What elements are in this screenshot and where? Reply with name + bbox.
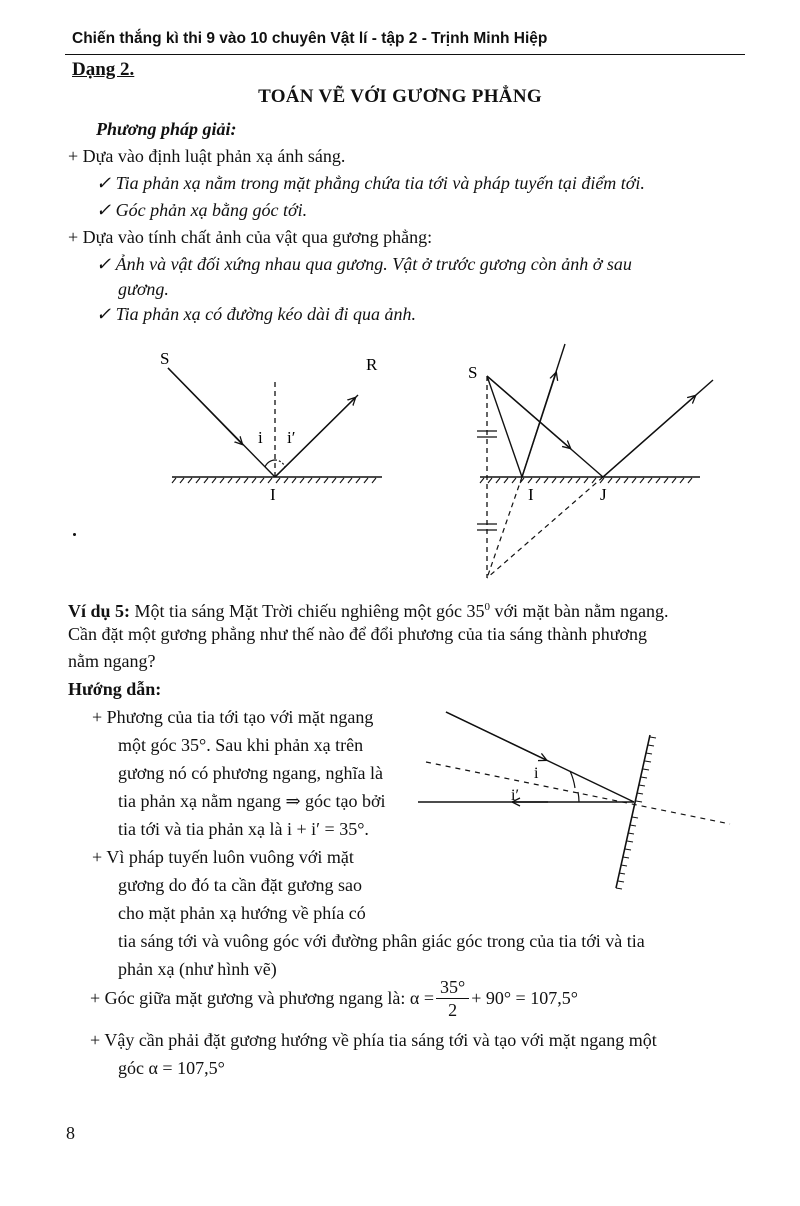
fraction-numerator: 35° (436, 976, 469, 999)
label-J: J (600, 485, 607, 504)
method-heading: Phương pháp giải: (96, 119, 237, 139)
guide-b3 (90, 968, 578, 1028)
guide-b4-l1: + Vậy cần phải đặt gương hướng về phía tia sáng tới và tạo với mặt ngang một (90, 1030, 657, 1050)
reflection-law-figure (150, 340, 400, 510)
page-number: 8 (66, 1123, 75, 1143)
guide-b3-pre: + Góc giữa mặt gương và phương ngang là: α = (90, 987, 434, 1008)
fraction-denominator: 2 (448, 999, 458, 1020)
method-point-1a: ✓ Tia phản xạ nằm trong mặt phẳng chứa tia tới và pháp tuyến tại điểm tới. (96, 173, 645, 193)
guide-b3-post: + 90° = 107,5° (471, 987, 578, 1008)
method-point-1: + Dựa vào định luật phản xạ ánh sáng. (68, 146, 346, 166)
angle-i2-arc (275, 460, 285, 467)
guide-b2-l5: phản xạ (như hình vẽ) (118, 959, 277, 979)
stray-dot (73, 533, 76, 536)
section-label: Dạng 2. (72, 59, 135, 80)
guide-b1-l4: tia phản xạ nằm ngang ⇒ góc tạo bởi (118, 791, 386, 811)
guide-b1-l5: tia tới và tia phản xạ là i + i′ = 35°. (118, 819, 369, 839)
label-I: I (528, 485, 534, 504)
method-point-2b: ✓ Tia phản xạ có đường kéo dài đi qua ảnh. (96, 304, 416, 324)
mirror-hatching (172, 478, 376, 483)
example-text-2: với mặt bàn nằm ngang. (494, 601, 669, 621)
label-I: I (270, 485, 276, 504)
guide-b1-l2: một góc 35°. Sau khi phản xạ trên (118, 735, 364, 755)
example-line-2: Cần đặt một gương phẳng như thế nào để đổi phương của tia sáng thành phương (68, 624, 647, 644)
mirror-hatching (616, 737, 656, 889)
guide-b2-l4: tia sáng tới và vuông góc với đường phân giác góc trong của tia tới và tia (118, 931, 645, 951)
mirror-tilt-figure (418, 700, 748, 900)
label-R: R (366, 355, 378, 374)
guide-b2-l2: gương do đó ta cần đặt gương sao (118, 875, 363, 895)
example-line-3: nằm ngang? (68, 651, 156, 671)
running-header: Chiến thắng kì thi 9 vào 10 chuyên Vật lí - tập 2 - Trịnh Minh Hiệp (72, 30, 548, 47)
extension-J (487, 477, 603, 578)
label-i-prime: i′ (511, 787, 519, 804)
image-construction-figure (460, 340, 720, 590)
mirror-hatching (480, 478, 692, 483)
degree-sup: 0 (484, 601, 491, 613)
guide-b2-l3: cho mặt phản xạ hướng về phía có (118, 903, 366, 923)
guide-b2-l1: + Vì pháp tuyến luôn vuông với mặt (92, 847, 354, 867)
method-point-2a: ✓ Ảnh và vật đối xứng nhau qua gương. Vật ở trước gương còn ảnh ở sau (96, 254, 632, 274)
label-i-prime: i′ (287, 428, 296, 447)
method-point-2: + Dựa vào tính chất ảnh của vật qua gương phẳng: (68, 227, 433, 247)
angle-i2-arc (578, 792, 579, 802)
angle-i-arc (265, 460, 275, 467)
label-i: i (258, 428, 263, 447)
label-S: S (160, 349, 170, 368)
example-label: Ví dụ 5: (68, 601, 131, 621)
guide-heading: Hướng dẫn: (68, 679, 162, 699)
guide-b1-l1: + Phương của tia tới tạo với mặt ngang (92, 707, 374, 727)
fraction (436, 976, 469, 1021)
page-title: TOÁN VẼ VỚI GƯƠNG PHẲNG (258, 86, 542, 107)
method-point-2a-cont: gương. (118, 279, 169, 299)
guide-b4-l2: góc α = 107,5° (118, 1058, 225, 1078)
example-text-1: Một tia sáng Mặt Trời chiếu nghiêng một góc 35 (134, 601, 485, 621)
guide-b1-l3: gương nó có phương ngang, nghĩa là (118, 763, 384, 783)
header-rule (65, 54, 745, 55)
label-i: i (534, 765, 539, 782)
label-S: S (468, 363, 478, 382)
method-point-1b: ✓ Góc phản xạ bằng góc tới. (96, 200, 308, 220)
